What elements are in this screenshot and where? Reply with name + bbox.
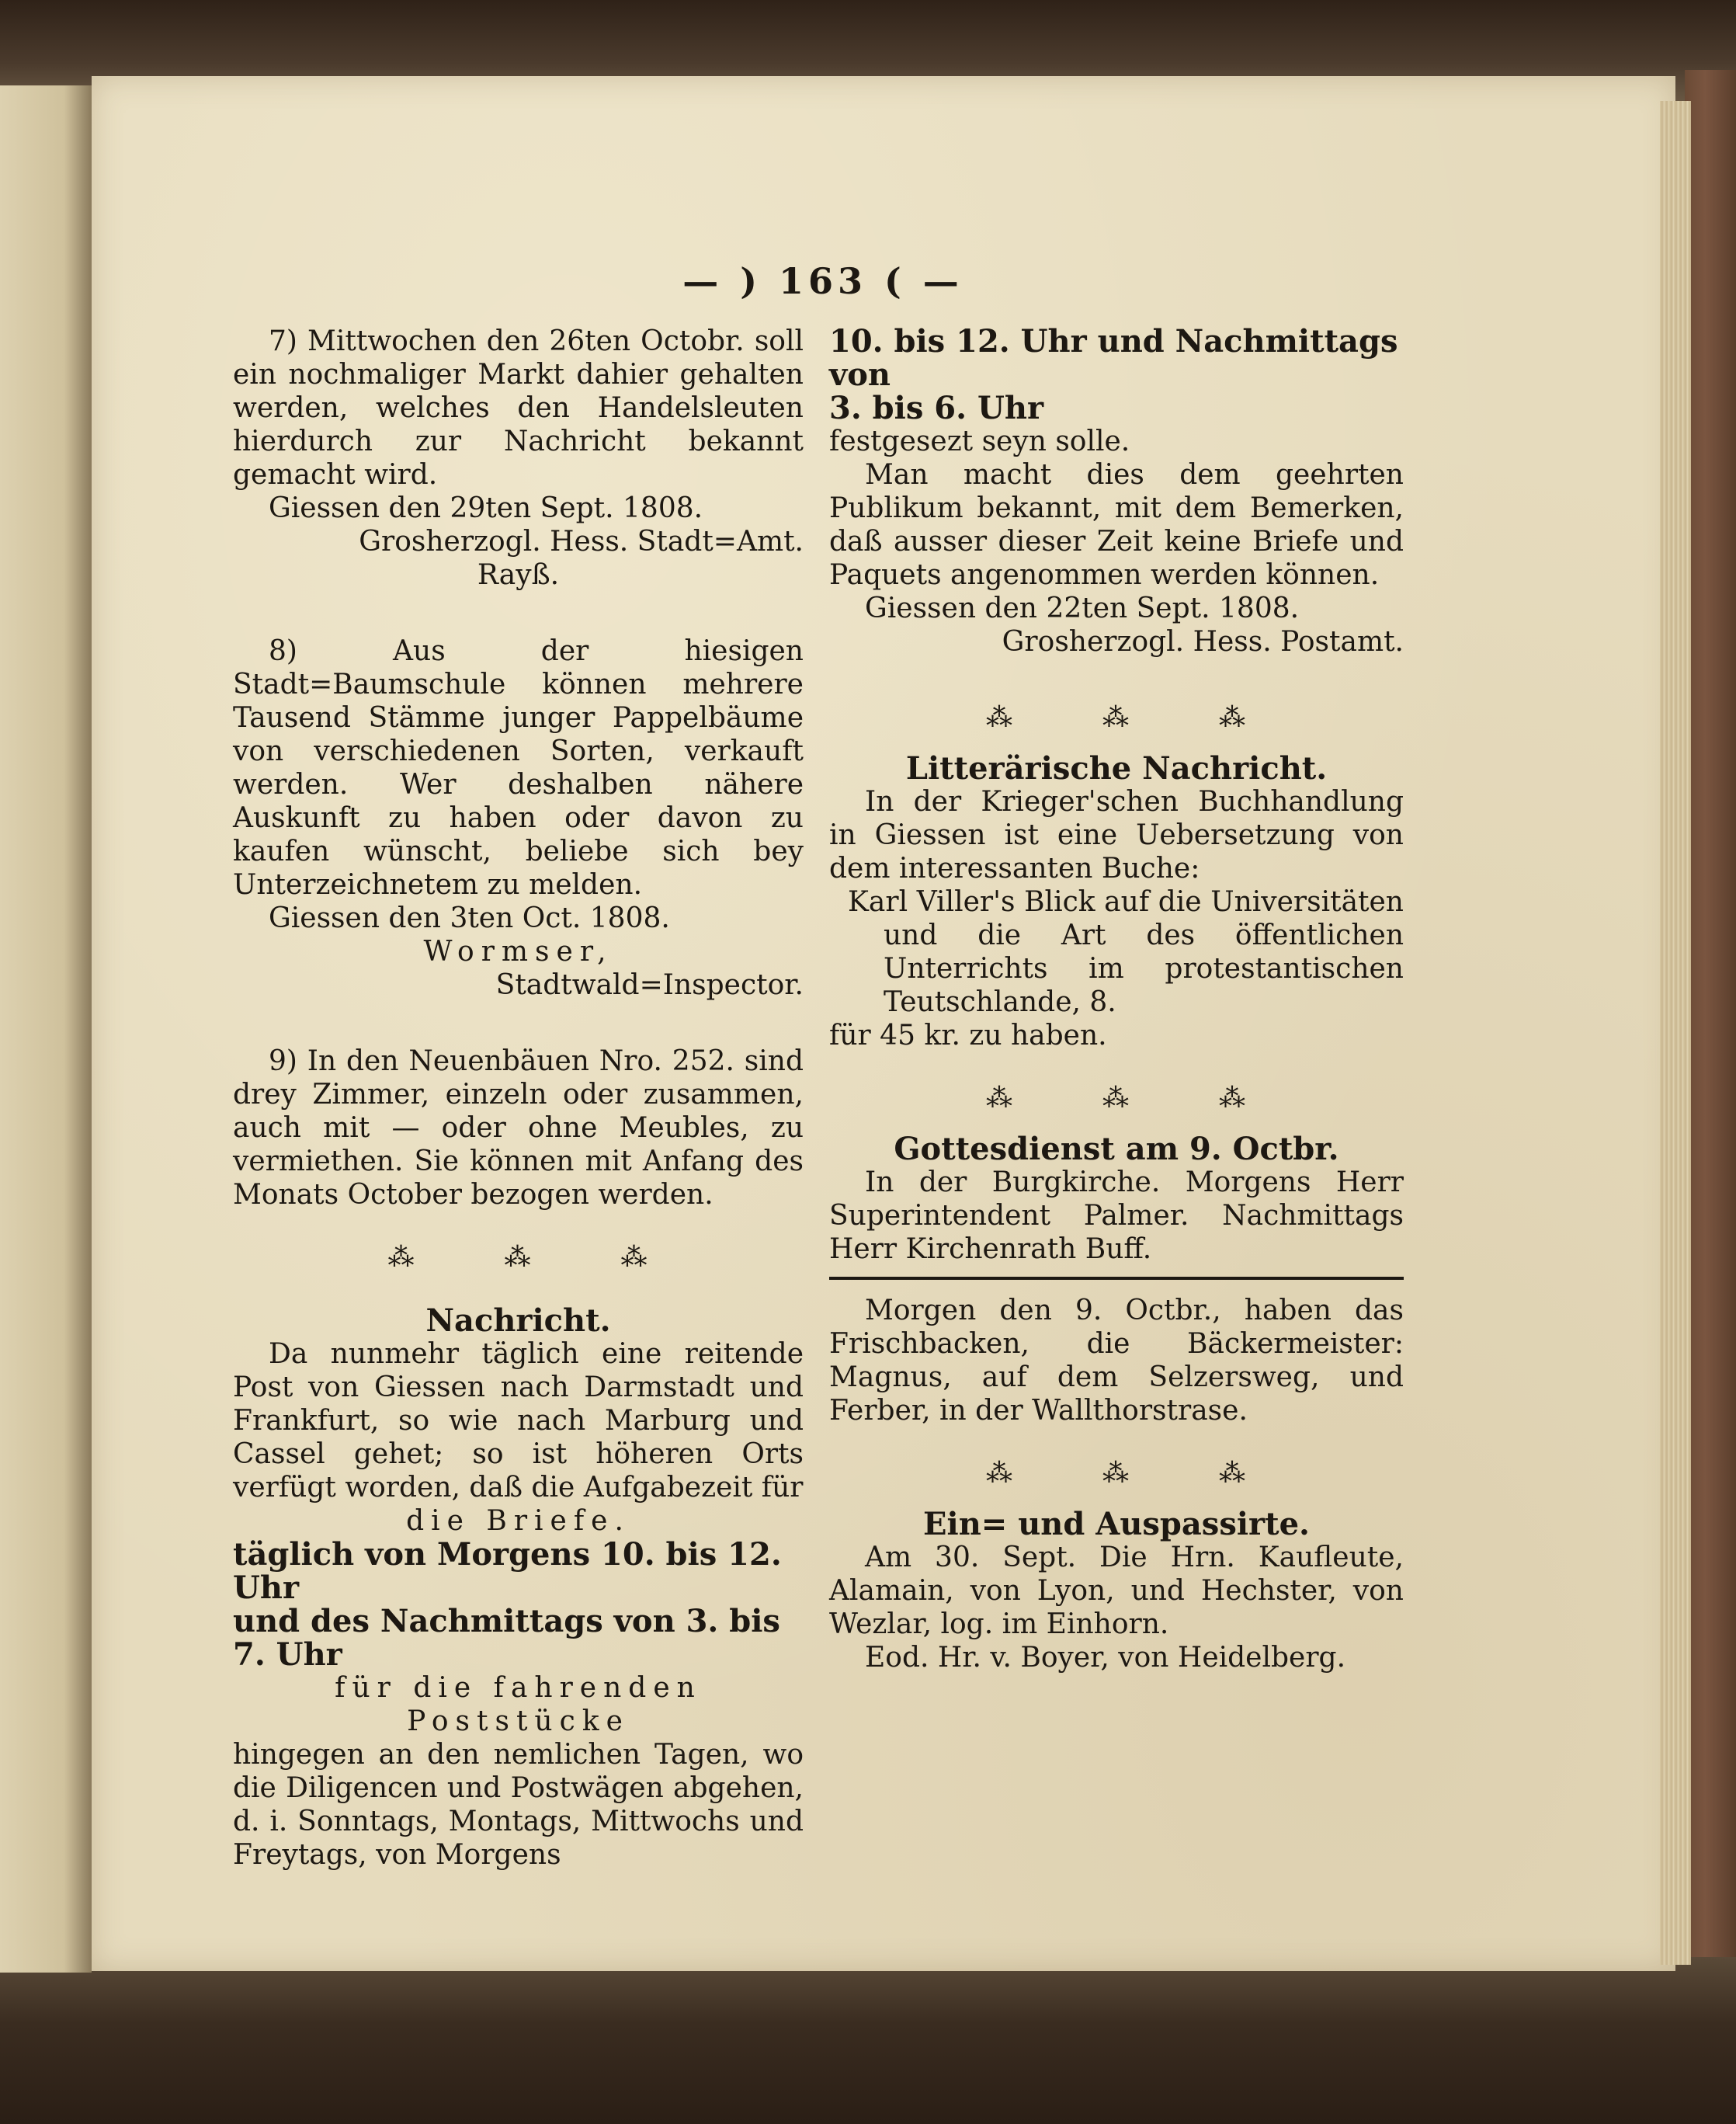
gottesdienst-heading: Gottesdienst am 9. Octbr. — [894, 1131, 1339, 1167]
ornament-divider — [829, 1457, 1404, 1490]
nachmittags-line: und des Nachmittags von 3. bis 7. Uhr — [233, 1603, 780, 1673]
fahrende-text: hingegen an den nemlichen Tagen, wo die Diligencen und Postwägen abgehen, d. i. Sonntags, Montags, Mittwochs und Freytags, von Morgens — [233, 1739, 804, 1871]
page-stack-edge — [1660, 101, 1691, 1965]
section-rule — [829, 1277, 1404, 1280]
continuation-line-3: festgesezt seyn solle. — [829, 426, 1130, 457]
notice-8: 8) Aus der hiesigen Stadt=Baumschule können mehrere Tausend Stämme junger Pappelbäume von verschiedenen Sorten, verkauft werden. Wer deshalben nähere Auskunft zu haben oder davon zu kaufen wünscht, beliebe sich bey Unterzeichnetem zu melden. — [233, 635, 804, 901]
facing-page-edge — [0, 85, 92, 1973]
notice-9: 9) In den Neuenbäuen Nro. 252. sind drey Zimmer, einzeln oder zusammen, auch mit — oder ohne Meubles, zu vermiethen. Sie können mit Anfang des Monats October bezogen werden. — [233, 1045, 804, 1211]
notice-8-signature: Wormser, — [423, 936, 613, 968]
continuation-line-2: 3. bis 6. Uhr — [829, 390, 1044, 426]
einpassirte-text: Am 30. Sept. Die Hrn. Kaufleute, Alamain, von Lyon, und Hechster, von Wezlar, log. im Einhorn. — [829, 1542, 1404, 1640]
litterarische-heading: Litterärische Nachricht. — [905, 750, 1328, 787]
notice-7: 7) Mittwochen den 26ten Octobr. soll ein nochmaliger Markt dahier gehalten werden, welches den Handelsleuten hierdurch zur Nachricht bekannt gemacht wird. — [233, 325, 804, 491]
litterarische-text: In der Krieger'schen Buchhandlung in Giessen ist eine Uebersetzung von dem interessanten Buche: — [829, 786, 1404, 885]
ornament-glyph: ⁂ — [504, 1242, 533, 1273]
ornament-glyph: ⁂ — [1102, 1458, 1130, 1489]
book-price: für 45 kr. zu haben. — [829, 1020, 1107, 1052]
ornament-glyph: ⁂ — [986, 1083, 1014, 1114]
publikum-notice: Man macht dies dem geehrten Publikum bekannt, mit dem Bemerken, daß ausser dieser Zeit keine Briefe und Paquets angenommen werden können. — [829, 459, 1404, 591]
left-column — [233, 325, 804, 1872]
right-column — [829, 325, 1404, 1674]
notice-8-title: Stadtwald=Inspector. — [495, 969, 804, 1001]
page-number: — ) 163 ( — — [682, 260, 963, 302]
nachricht-heading: Nachricht. — [425, 1302, 611, 1339]
ornament-divider — [829, 701, 1404, 735]
book-title: Karl Viller's Blick auf die Universitäten und die Art des öffentlichen Unterrichts im protestantischen Teutschlande, 8. — [848, 886, 1404, 1018]
post-date: Giessen den 22ten Sept. 1808. — [865, 593, 1300, 624]
notice-7-date: Giessen den 29ten Sept. 1808. — [269, 492, 703, 524]
ornament-glyph: ⁂ — [986, 702, 1014, 733]
book-cover-bottom — [0, 1957, 1736, 2124]
ornament-glyph: ⁂ — [986, 1458, 1014, 1489]
morgens-line: täglich von Morgens 10. bis 12. Uhr — [233, 1536, 782, 1606]
ornament-glyph: ⁂ — [1219, 1458, 1247, 1489]
einpassirte-text-2: Eod. Hr. v. Boyer, von Heidelberg. — [865, 1642, 1346, 1674]
ornament-glyph: ⁂ — [387, 1242, 416, 1273]
notice-7-office: Grosherzogl. Hess. Stadt=Amt. — [359, 526, 804, 558]
post-office: Grosherzogl. Hess. Postamt. — [1002, 626, 1404, 658]
ornament-glyph: ⁂ — [1102, 1083, 1130, 1114]
notice-7-signature: Rayß. — [477, 559, 560, 591]
book-cover-right — [1685, 70, 1736, 1996]
ornament-glyph: ⁂ — [1102, 702, 1130, 733]
ornament-divider — [829, 1082, 1404, 1115]
ornament-glyph: ⁂ — [620, 1242, 649, 1273]
frischbacken-text: Morgen den 9. Octbr., haben das Frischbacken, die Bäckermeister: Magnus, auf dem Selzersweg, und Ferber, in der Wallthorstrase. — [829, 1295, 1404, 1427]
einpassirte-heading: Ein= und Auspassirte. — [923, 1506, 1310, 1542]
nachricht-text: Da nunmehr täglich eine reitende Post von Giessen nach Darmstadt und Frankfurt, so wie nach Marburg und Cassel gehet; so ist höheren Orts verfügt worden, daß die Aufgabezeit für — [233, 1338, 804, 1503]
ornament-divider — [233, 1241, 804, 1274]
fahrende-line: für die fahrenden Poststücke — [335, 1672, 702, 1737]
notice-8-date: Giessen den 3ten Oct. 1808. — [269, 902, 670, 934]
briefe-line: die Briefe. — [406, 1505, 630, 1537]
ornament-glyph: ⁂ — [1219, 1083, 1247, 1114]
continuation-line-1: 10. bis 12. Uhr und Nachmittags von — [829, 323, 1398, 393]
ornament-glyph: ⁂ — [1219, 702, 1247, 733]
gottesdienst-text: In der Burgkirche. Morgens Herr Superintendent Palmer. Nachmittags Herr Kirchenrath Buff. — [829, 1166, 1404, 1265]
